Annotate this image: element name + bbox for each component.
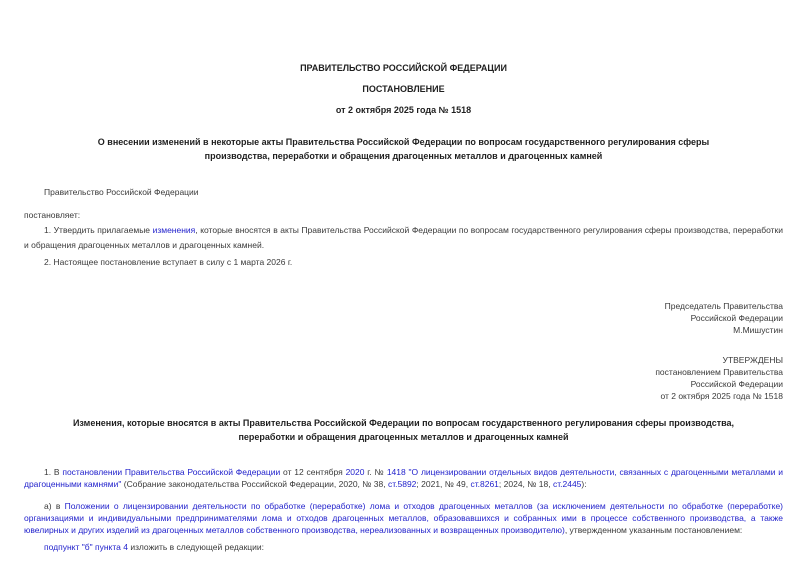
document-link[interactable]: постановлении Правительства Российской Федерации <box>62 467 281 477</box>
document-link[interactable]: ст.2445 <box>552 479 582 489</box>
text-segment: г. № <box>364 467 387 477</box>
text-segment: 2. Настоящее постановление вступает в силу с 1 марта 2026 г. <box>44 257 293 267</box>
document-link[interactable]: изменения <box>152 225 196 235</box>
annex-title: Изменения, которые вносятся в акты Правительства Российской Федерации по вопросам государственного регулирования сферы производства, переработки и обращения драгоценных металлов и драгоценных камней <box>72 418 735 442</box>
approval-line: от 2 октября 2025 года № 1518 <box>660 391 783 401</box>
document-link[interactable]: ст.5892 <box>387 479 417 489</box>
document-link[interactable]: 2020 <box>345 467 365 477</box>
text-segment: (Собрание законодательства Российской Федерации, 2020, № 38, <box>121 479 388 489</box>
approval-block <box>24 354 783 402</box>
document-link[interactable]: ст.8261 <box>470 479 499 489</box>
text-segment: 1. Утвердить прилагаемые <box>44 225 153 235</box>
text-segment: , утвержденном указанным постановлением: <box>564 525 743 535</box>
signature-line: Председатель Правительства <box>664 301 783 311</box>
text-segment: , которые вносятся в акты Правительства Российской Федерации по вопросам государственного регулирования сферы производства, переработки и обращения драгоценных металлов и драгоценных камней. <box>24 225 783 250</box>
text-segment: а) в <box>44 501 65 511</box>
body-paragraph-1 <box>24 223 783 253</box>
issuing-authority: ПРАВИТЕЛЬСТВО РОССИЙСКОЙ ФЕДЕРАЦИИ <box>300 63 507 73</box>
annex-paragraph-2 <box>24 500 783 536</box>
document-link[interactable]: "О лицензировании отдельных видов деятельности, связанных с драгоценными металлами и драгоценными камнями" <box>24 467 783 489</box>
document-type: ПОСТАНОВЛЕНИЕ <box>362 84 445 94</box>
document-link[interactable]: подпункт "б" пункта 4 <box>44 542 128 552</box>
text-segment: ): <box>581 479 587 489</box>
preamble: Правительство Российской Федерации <box>44 187 199 197</box>
text-segment: ; 2021, № 49, <box>416 479 471 489</box>
text-segment: от 12 сентября <box>280 467 346 477</box>
approval-line: Российской Федерации <box>690 379 783 389</box>
text-segment: изложить в следующей редакции: <box>127 542 265 552</box>
document-header <box>24 63 783 115</box>
document-link[interactable]: 1418 <box>386 467 406 477</box>
body-paragraph-2 <box>24 255 783 270</box>
approval-line: постановлением Правительства <box>655 367 783 377</box>
document-title: О внесении изменений в некоторые акты Правительства Российской Федерации по вопросам государственного регулирования сферы производства, переработки и обращения драгоценных металлов и драгоценных камней <box>97 137 710 161</box>
signature-block <box>24 300 783 336</box>
annex-paragraph-3 <box>24 541 783 553</box>
signature-line: Российской Федерации <box>690 313 783 323</box>
approval-line: УТВЕРЖДЕНЫ <box>722 355 783 365</box>
document-date-number: от 2 октября 2025 года № 1518 <box>335 105 472 115</box>
document-link[interactable]: Положении о лицензировании деятельности по обработке (переработке) лома и отходов драгоценных металлов (за исключением деятельности по обработке (переработке) организациями и индивидуальными предпринимателями лома и отходов драгоценных металлов, образовавшихся и собранных ими в процессе собственного производства, а также ювелирных и других изделий из драгоценных металлов собственного производства, нереализованных и возвращенных производителю) <box>24 501 784 535</box>
signatory-name: М.Мишустин <box>733 325 783 335</box>
text-segment: ; 2024, № 18, <box>498 479 553 489</box>
text-segment: 1. В <box>44 467 63 477</box>
annex-paragraph-1 <box>24 466 783 490</box>
enacting-clause: постановляет: <box>24 210 81 220</box>
